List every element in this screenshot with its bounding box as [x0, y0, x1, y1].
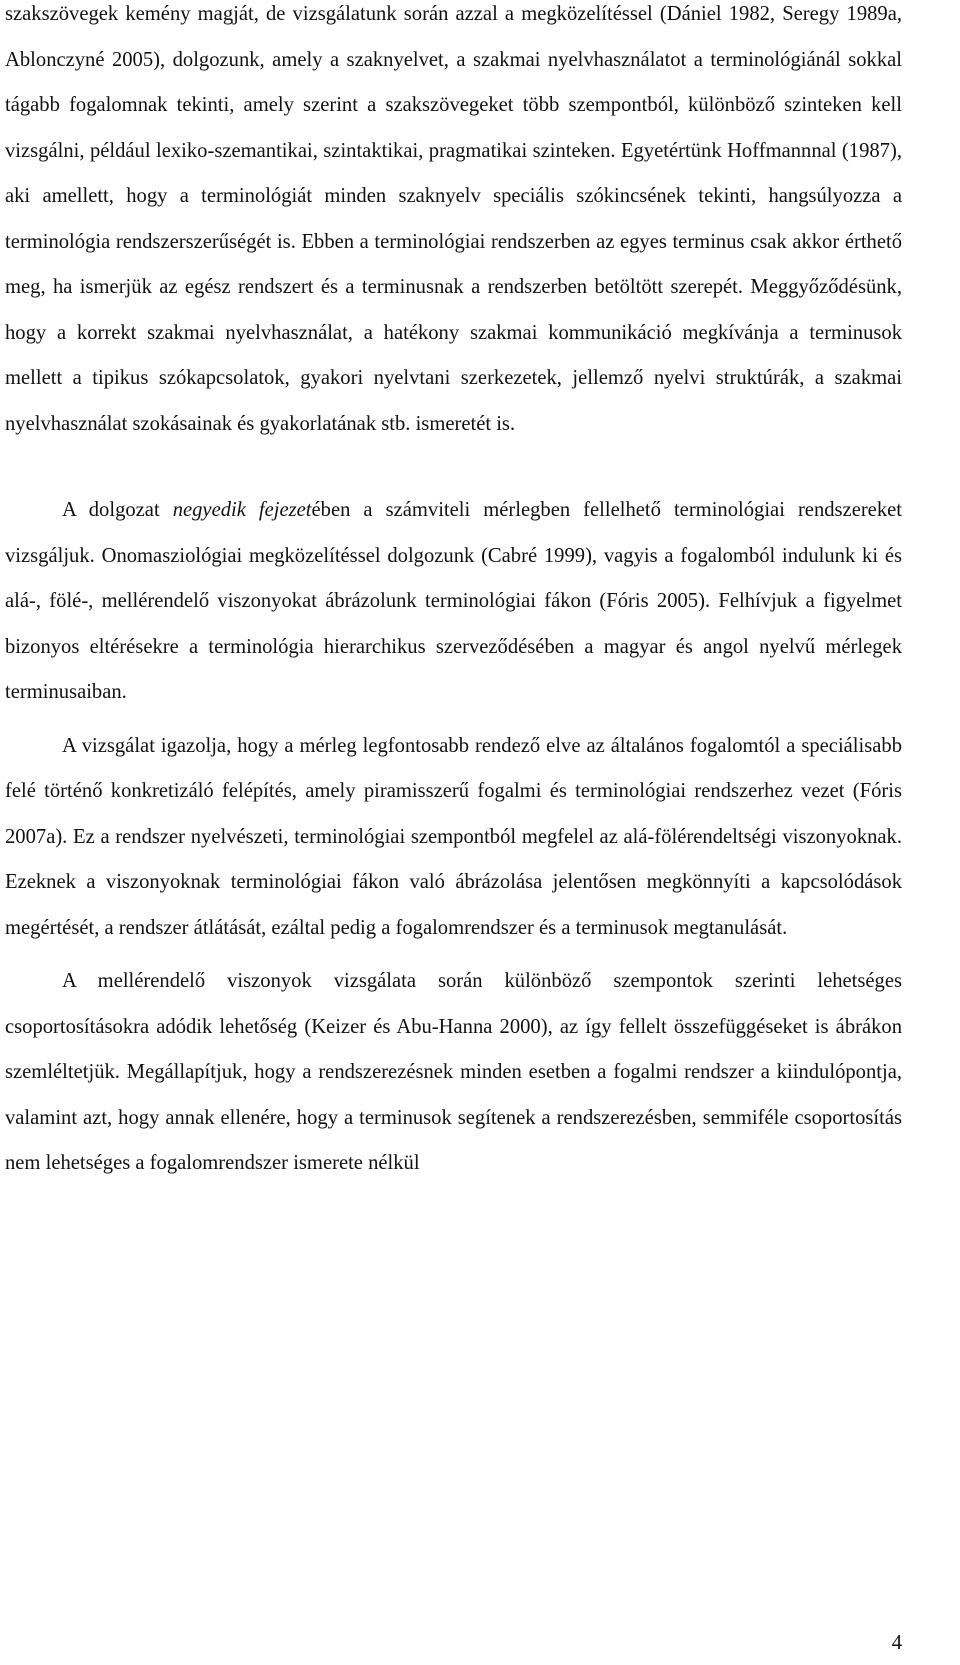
paragraph-3: A vizsgálat igazolja, hogy a mérleg legfontosabb rendező elve az általános fogalomtól a speciálisabb felé történő konkretizáló felépítés, amely piramisszerű fogalmi és terminológiai rendszerhez vezet (Fóris 2007a). Ez a rendszer nyelvészeti, terminológiai szempontból megfelel az alá-fölérendeltségi viszonyoknak. Ezeknek a viszonyoknak terminológiai fákon való ábrázolása jelentősen megkönnyíti a kapcsolódások megértését, a rendszer átlátását, ezáltal pedig a fogalomrendszer és a terminusok megtanulását.: [5, 734, 902, 939]
paragraph-2: [5, 488, 902, 716]
paragraph-2-emphasis: negyedik fejezet: [172, 499, 312, 521]
page-number: 4: [891, 1632, 902, 1654]
paragraph-gap: [5, 716, 902, 724]
paragraph-gap: [5, 447, 902, 488]
paragraph-gap: [5, 951, 902, 959]
paragraph-1: szakszövegek kemény magját, de vizsgálatunk során azzal a megközelítéssel (Dániel 1982, Seregy 1989a, Ablonczyné 2005), dolgozunk, amely a szaknyelvet, a szakmai nyelvhasználatot a terminológiánál sokkal tágabb fogalomnak tekinti, amely szerint a szakszövegeket több szempontból, különböző szinteken kell vizsgálni, például lexiko-szemantikai, szintaktikai, pragmatikai szinteken. Egyetértünk Hoffmannnal (1987), aki amellett, hogy a terminológiát minden szaknyelv speciális szókincsének tekinti, hangsúlyozza a terminológia rendszerszerűségét is. Ebben a terminológiai rendszerben az egyes terminus csak akkor érthető meg, ha ismerjük az egész rendszert és a terminusnak a rendszerben betöltött szerepét. Meggyőződésünk, hogy a korrekt szakmai nyelvhasználat, a hatékony szakmai kommunikáció megkívánja a terminusok mellett a tipikus szókapcsolatok, gyakori nyelvtani szerkezetek, jellemző nyelvi struktúrák, a szakmai nyelvhasználat szokásainak és gyakorlatának stb. ismeretét is.: [5, 3, 902, 435]
body-text: [5, 0, 902, 1187]
paragraph-2-lead: A dolgozat: [62, 499, 173, 521]
paragraph-4: A mellérendelő viszonyok vizsgálata során különböző szempontok szerinti lehetséges csoportosításokra adódik lehetőség (Keizer és Abu-Hanna 2000), az így fellelt összefüggéseket is ábrákon szemléltetjük. Megállapítjuk, hogy a rendszerezésnek minden esetben a fogalmi rendszer a kiindulópontja, valamint azt, hogy annak ellenére, hogy a terminusok segítenek a rendszerezésben, semmiféle csoportosítás nem lehetséges a fogalomrendszer ismerete nélkül: [5, 970, 902, 1174]
paragraph-2-rest: ében a számviteli mérlegben fellelhető terminológiai rendszereket vizsgáljuk. Onomasziológiai megközelítéssel dolgozunk (Cabré 1999), vagyis a fogalomból indulunk ki és alá-, fölé-, mellérendelő viszonyokat ábrázolunk terminológiai fákon (Fóris 2005). Felhívjuk a figyelmet bizonyos eltérésekre a terminológia hierarchikus szerveződésében a magyar és angol nyelvű mérlegek terminusaiban.: [5, 499, 902, 703]
